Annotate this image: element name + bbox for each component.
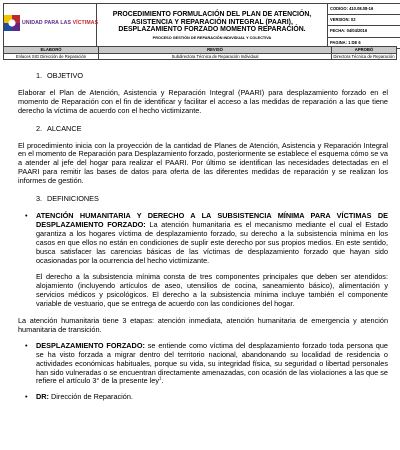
version-field: VERSION: 02 [328,15,400,26]
document-header [3,3,400,49]
roles-header-row [4,47,397,54]
roles-value-reviso: Subdirectora Técnica de Reparación Individual [99,53,332,60]
bullet-icon: • [25,340,28,350]
definition-text: se entiende como víctima del desplazamiento forzado toda persona que se ha visto forzada a migrar dentro del territorio nacional, abandonando su localidad de residencia o actividades económicas habituales, porque su vida, su integridad física, su seguridad o libertad personales han sido vulneradas o se encuentran directamente amenazadas, con ocasión de las violaciones a las que se refiere el artículo 3° de la presente ley [36,340,388,386]
section-3-heading [36,195,388,204]
paragraph-subsistencia: El derecho a la subsistencia mínima consta de tres componentes principales que deben ser atendidos: alojamiento (incluyendo artículos de aseo, utensilios de cocina, saneamiento básico), alimentación y servicios médicos y psicológicos. El derecho a la subsistencia mínima incluye también el componente variable de vestuario, que se entrega de acuerdo con las condiciones del hogar. [36,272,388,309]
definition-term: DR: [36,392,49,402]
roles-value-aprobo: Directora Técnica de Reparación [333,53,395,59]
definition-atencion-humanitaria [25,210,388,265]
roles-header-aprobo: APROBÓ [332,47,397,54]
fecha-field: FECHA: 04/04/2016 [328,26,400,37]
definition-term: ATENCIÓN HUMANITARIA Y DERECHO A LA SUBSISTENCIA MÍNIMA PARA VÍCTIMAS DE DESPLAZAMIENTO FORZADO: [36,210,388,229]
document-title: PROCEDIMIENTO FORMULACIÓN DEL PLAN DE ATENCIÓN, ASISTENCIA Y REPARACIÓN INTEGRAL (PAARI), DESPLAZAMIENTO FORZADO MOMENTO REPARACIÓN. [112,10,312,34]
definition-term: DESPLAZAMIENTO FORZADO: [36,340,145,350]
definition-dr [25,392,388,402]
roles-header-elaboro: ELABORÓ [4,47,99,54]
section-1-title: OBJETIVO [47,71,84,80]
codigo-field: CODIGO: 410.08.08-16 [328,4,400,15]
section-3-number: 3. [36,194,43,204]
title-cell [97,4,328,49]
section-1-text: Elaborar el Plan de Atención, Asistencia y Reparación Integral (PAARI) para desplazamiento forzado en el momento de Reparación con el fin de identificar y facilitar el acceso a las medidas de reparación a las que tiene derecho la víctima de acuerdo con el hecho victimizante. [18,87,388,115]
document-process: PROCESO GESTIÓN DE REPARACIÓN INDIVIDUAL Y COLECTIVA [152,35,272,40]
bullet-icon: • [25,210,28,220]
definition-end: . [161,376,164,386]
section-3-title: DEFINICIONES [47,194,99,204]
document-body [18,64,388,402]
roles-value-elaboro: Enlaces SIG Dirección de Reparación [4,53,99,60]
roles-table [3,46,397,60]
unidad-victimas-logo [4,15,98,31]
roles-value-row [4,53,397,60]
paragraph-etapas: La atención humanitaria tiene 3 etapas: atención inmediata, atención humanitaria de emergencia y atención humanitaria de transición. [18,316,388,334]
meta-cell [328,4,400,49]
logo-cell [4,4,97,49]
definition-text: La atención humanitaria es el mecanismo mediante el cual el Estado garantiza a los hogares víctima de desplazamiento forzado, su derecho a la subsistencia mínima en los casos en que ellos no están en condiciones de suplir este derecho por sus propios medios. En este sentido, busca satisfacer las carencias básicas de las víctimas de desplazamiento forzado que hayan sido ocasionadas por la ocurrencia del hecho victimizante. [36,219,388,265]
section-2-heading [36,125,388,134]
bullet-icon: • [25,392,28,402]
section-1-heading [36,72,388,81]
section-2-text: El procedimiento inicia con la proyección de la cantidad de Planes de Atención, Asistencia y Reparación Integral en el momento de Reparación para Desplazamiento forzado, posteriormente se establece el esquema cómo se va a atender al jefe del hogar para realizar el PAARI. Por último se identifican las necesidades detectadas en el PAARI para remitir las bases de datos para oferta de las diferentes medidas de reparación y se realizan los informes de gestión. [18,140,388,186]
definition-desplazamiento-forzado [25,340,388,387]
roles-header-reviso: REVISÓ [99,47,332,54]
section-1-number: 1. [36,71,43,80]
unidad-victimas-logo-icon [4,15,20,31]
section-2-number: 2. [36,123,43,133]
section-2-title: ALCANCE [47,123,82,133]
logo-text: UNIDAD PARA LAS VÍCTIMAS [22,20,99,27]
definition-text: Dirección de Reparación. [48,392,133,402]
footnote-ref[interactable]: 1 [158,376,162,382]
pagina-field: PAGINA: 1 DE 6 [330,39,361,45]
